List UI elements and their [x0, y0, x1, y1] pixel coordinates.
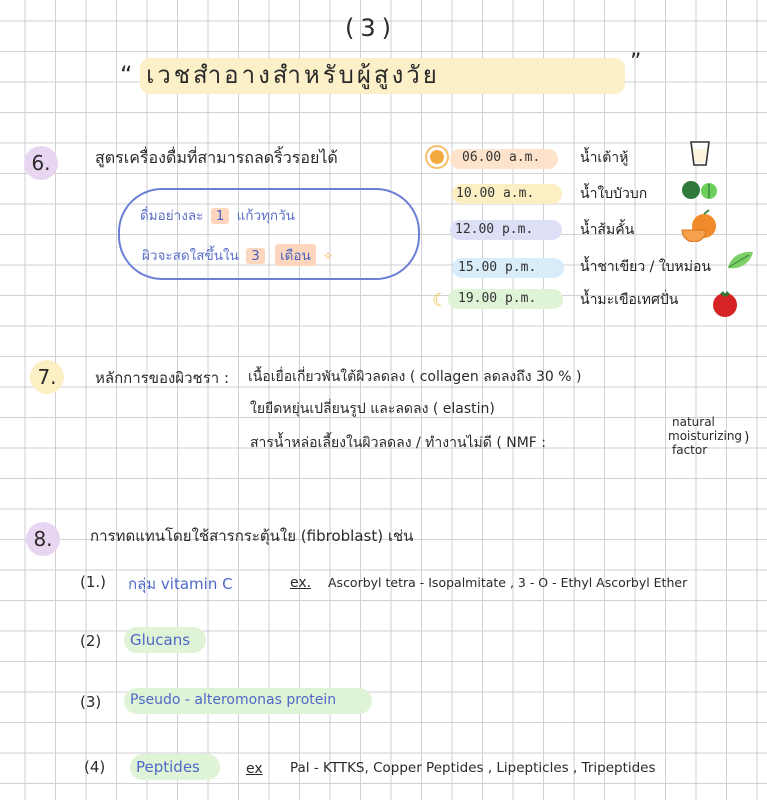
bubble-line-1: [140, 204, 295, 226]
schedule-time: 06.00 a.m.: [462, 150, 541, 165]
orange-icon: [678, 208, 720, 242]
schedule-time: 15.00 p.m.: [458, 260, 537, 275]
item-ex: ex.: [290, 575, 312, 591]
section-7-line-3: สารน้ำหล่อเลี้ยงในผิวลดลง / ทำงานไม่ดี ( NMF :: [250, 435, 547, 451]
section-6-number: 6.: [24, 146, 58, 180]
item-number: (1.): [80, 573, 107, 591]
item-label: Peptides: [136, 758, 200, 776]
section-8-number: 8.: [26, 522, 60, 556]
schedule-drink: น้ำมะเขือเทศปั่น: [580, 292, 679, 308]
item-label: Pseudo - alteromonas protein: [130, 692, 337, 708]
section-7-number: 7.: [30, 360, 64, 394]
sun-icon: [430, 150, 444, 164]
quote-close: ”: [630, 50, 642, 75]
tomato-icon: [708, 286, 742, 320]
schedule-drink: น้ำส้มคั้น: [580, 222, 635, 238]
item-number: (2): [80, 632, 102, 650]
sparkle-icon: ✧: [322, 249, 334, 263]
bubble-text: ผิวจะสดใสขึ้นใน: [142, 248, 239, 264]
note-bubble: [118, 188, 420, 280]
item-number: (3): [80, 693, 102, 711]
bubble-text: ดื่มอย่างละ: [140, 208, 204, 224]
bubble-line-2: [142, 244, 333, 266]
bubble-number: 1: [211, 208, 230, 224]
section-6-heading: สูตรเครื่องดื่มที่สามารถลดริ้วรอยได้: [95, 148, 338, 167]
bubble-text: แก้วทุกวัน: [236, 208, 295, 224]
nmf-natural: natural: [672, 415, 715, 429]
schedule-time: 12.00 p.m.: [455, 222, 534, 237]
moon-icon: ☾: [432, 290, 449, 311]
page-number: (3): [345, 14, 397, 42]
quote-open: “: [120, 61, 136, 89]
section-7-line-2: ใยยืดหยุ่นเปลี่ยนรูป และลดลง ( elastin): [250, 401, 495, 417]
bubble-text: เดือน: [275, 244, 316, 266]
soy-milk-glass-icon: [688, 138, 712, 168]
close-paren: ): [744, 430, 750, 446]
bubble-number: 3: [246, 248, 265, 264]
schedule-drink: น้ำเต้าหู้: [580, 150, 629, 166]
schedule-drink: น้ำใบบัวบก: [580, 186, 648, 202]
nmf-moisturizing: moisturizing: [668, 429, 743, 443]
page-title: [120, 55, 440, 94]
gotu-kola-leaf-icon: [680, 176, 720, 204]
nmf-factor: factor: [672, 443, 708, 457]
item-number: (4): [84, 758, 106, 776]
section-7-line-1: เนื้อเยื่อเกี่ยวพันใต้ผิวลดลง ( collagen ลดลงถึง 30 % ): [248, 369, 582, 385]
schedule-time: 10.00 a.m.: [456, 186, 535, 201]
schedule-drink: น้ำชาเขียว / ใบหม่อน: [580, 259, 711, 275]
section-7-heading: หลักการของผิวชรา :: [95, 369, 230, 387]
item-label: Glucans: [130, 631, 191, 649]
schedule-time: 19.00 p.m.: [458, 291, 537, 306]
title-text: เวชสำอางสำหรับผู้สูงวัย: [146, 61, 440, 89]
item-ex: ex: [246, 761, 263, 777]
section-8-heading: การทดแทนโดยใช้สารกระตุ้นใย (fibroblast) เช่น: [90, 527, 414, 545]
tea-leaf-icon: [725, 248, 755, 274]
item-label: กลุ่ม vitamin C: [128, 575, 233, 593]
item-detail: Pal - KTTKS, Copper Peptides , Lipepticles , Tripeptides: [290, 760, 656, 776]
item-detail: Ascorbyl tetra - Isopalmitate , 3 - O - Ethyl Ascorbyl Ether: [328, 575, 688, 590]
